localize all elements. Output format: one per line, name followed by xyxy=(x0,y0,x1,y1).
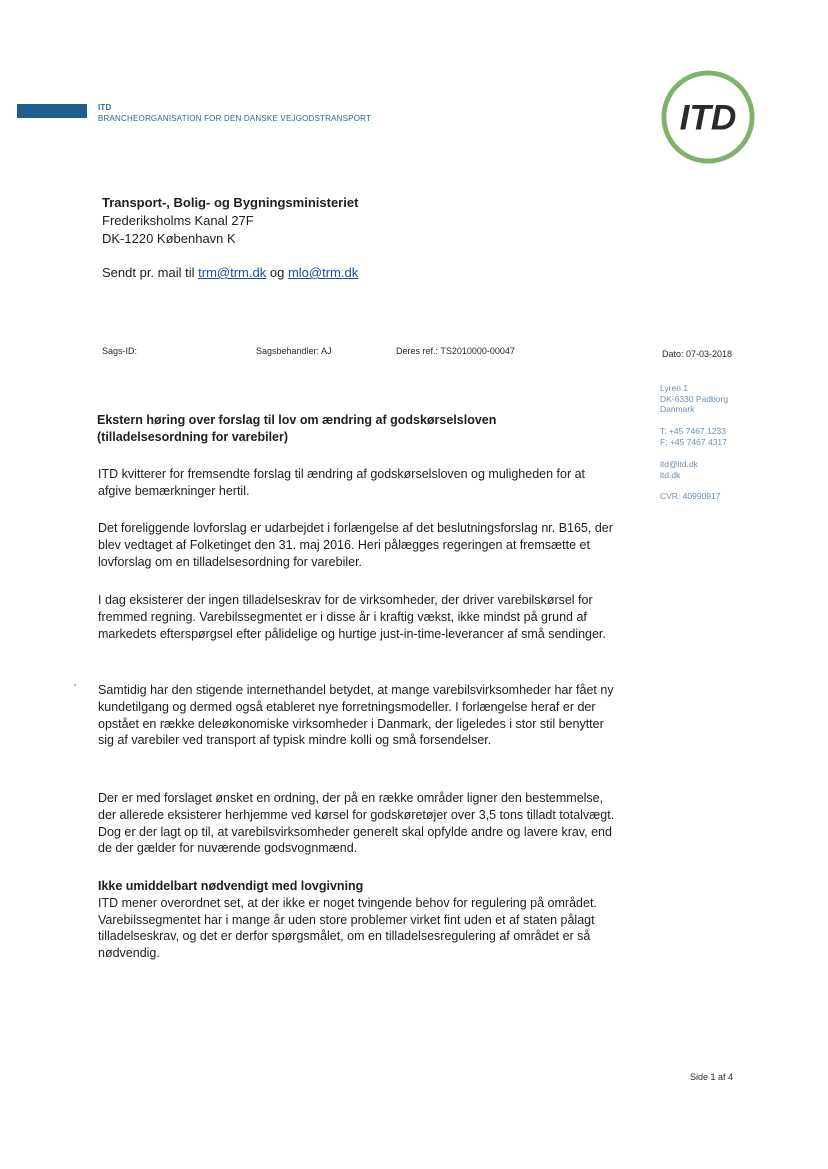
sent-conj: og xyxy=(269,265,285,280)
sent-prefix: Sendt pr. mail til xyxy=(102,265,195,280)
scan-dot xyxy=(74,684,76,686)
sender-address-line1: Lyren 1 xyxy=(660,383,689,393)
recipient-name: Transport-, Bolig- og Bygningsministeriet xyxy=(102,195,359,210)
sags-id: Sags-ID: xyxy=(102,346,138,356)
sender-web: itd.dk xyxy=(660,469,681,480)
deres-ref: Deres ref.: TS2010000-00047 xyxy=(396,346,515,356)
sender-fax: F: +45 7467 4317 xyxy=(660,436,727,447)
body-paragraph-5 xyxy=(98,790,618,857)
letter-subject xyxy=(97,412,577,446)
letterhead-bar xyxy=(17,104,87,118)
sender-address xyxy=(660,383,728,415)
subject-line1: Ekstern høring over forslag til lov om ændring af godskørselsloven xyxy=(97,413,497,427)
recipient-city: DK-1220 København K xyxy=(102,231,236,246)
paragraph-text: ITD kvitterer for fremsendte forslag til ændring af godskørselsloven og muligheden for at afgive bemærkninger hertil. xyxy=(98,467,586,498)
section-heading: Ikke umiddelbart nødvendigt med lovgivning xyxy=(98,879,364,893)
letterhead-org xyxy=(98,102,371,124)
section-block xyxy=(98,878,618,962)
sender-cvr: CVR: 40990917 xyxy=(660,491,721,501)
sender-email: itd@itd.dk xyxy=(660,459,698,469)
recipient-address xyxy=(102,194,358,248)
page-number: Side 1 af 4 xyxy=(690,1072,734,1082)
itd-logo xyxy=(659,68,757,166)
body-paragraph-1 xyxy=(98,466,618,500)
sent-by-mail-line xyxy=(102,265,358,280)
email-link-trm[interactable]: trm@trm.dk xyxy=(198,265,267,280)
sender-phone: T: +45 7467 1233 xyxy=(660,426,726,436)
sender-web-block xyxy=(660,459,698,480)
letter-date: Dato: 07-03-2018 xyxy=(662,349,733,359)
logo-text: ITD xyxy=(679,98,737,138)
sender-phone-block xyxy=(660,426,727,447)
sender-address-line3: Danmark xyxy=(660,404,695,414)
sagsbehandler: Sagsbehandler: AJ xyxy=(256,346,332,356)
paragraph-text: I dag eksisterer der ingen tilladelseskrav for de virksomheder, der driver varebilskørsel for fremmed regning. Varebilssegmentet er i disse år i kraftig vækst, ikke mindst på grund af markedets efterspørgsel efter pålidelige og hurtige just-in-time-leverancer af små sendinger. xyxy=(98,593,606,641)
email-link-mlo[interactable]: mlo@trm.dk xyxy=(287,265,359,280)
section-text: ITD mener overordnet set, at der ikke er noget tvingende behov for regulering på området. Varebilssegmentet har i mange år uden store problemer virket fint uden et af staten pålagt tilladelseskrav, og det er derfor spørgsmålet, om en tilladelsesregulering af området er så nødvendig. xyxy=(98,895,597,961)
subject-line2: (tilladelsesordning for varebiler) xyxy=(97,430,289,444)
paragraph-text: Det foreliggende lovforslag er udarbejdet i forlængelse af det beslutningsforslag nr. B165, der blev vedtaget af Folketinget den 31. maj 2016. Heri pålægges regeringen at fremsætte et lovforslag om en tilladelsesordning for varebiler. xyxy=(98,521,613,569)
body-paragraph-4 xyxy=(98,682,618,749)
body-paragraph-3 xyxy=(98,592,618,642)
paragraph-text: Der er med forslaget ønsket en ordning, der på en række områder ligner den bestemmelse, der allerede eksisterer herhjemme ved kørsel for godskøretøjer over 3,5 tons tilladt totalvægt. Dog er der lagt op til, at varebilsvirksomheder generelt skal opfylde andre og lavere krav, end de der gælder for nuværende godsvognmænd. xyxy=(98,791,615,856)
sender-address-line2: DK-6330 Padborg xyxy=(660,393,729,404)
org-full-name: BRANCHEORGANISATION FOR DEN DANSKE VEJGODSTRANSPORT xyxy=(98,114,372,123)
recipient-street: Frederiksholms Kanal 27F xyxy=(102,213,254,228)
body-paragraph-2 xyxy=(98,520,618,570)
paragraph-text: Samtidig har den stigende internethandel betydet, at mange varebilsvirksomheder har fået ny kundetilgang og dermed også etableret nye forretningsmodeller. I forlængelse heraf er der opstået en række deleøkonomiske virksomheder i Danmark, der ligeledes i stor stil benytter sig af varebiler ved transport af typisk mindre kolli og små forsendelser. xyxy=(98,683,614,748)
org-short-name: ITD xyxy=(98,103,112,112)
